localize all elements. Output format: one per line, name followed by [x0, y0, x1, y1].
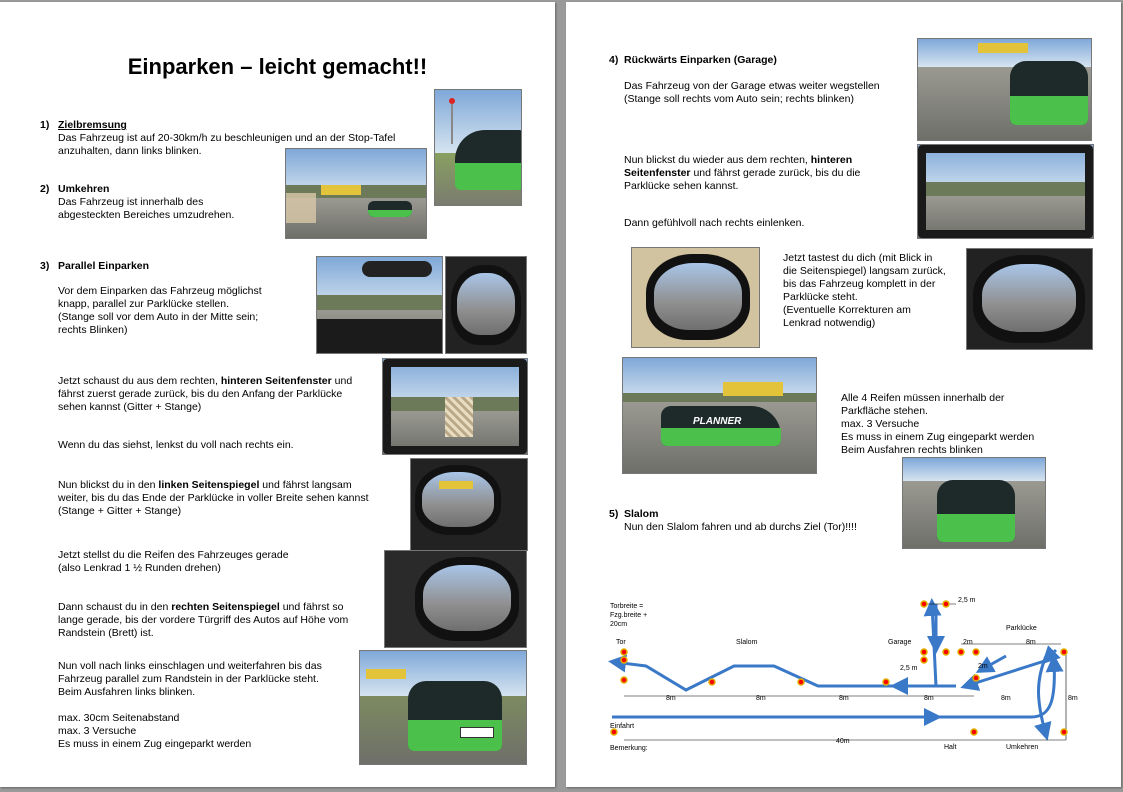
label-parkluecke: Parklücke	[1006, 625, 1037, 632]
paragraph-4a: Das Fahrzeug von der Garage etwas weiter wegstellen (Stange soll rechts vom Auto sein; rechts blinken)	[624, 80, 880, 105]
course-diagram	[606, 590, 1080, 755]
label-dim-8g: 8m	[1001, 695, 1011, 702]
cone	[921, 601, 927, 607]
paragraph-4b: Nun blickst du wieder aus dem rechten, hinteren Seitenfenster und fährst gerade zurück, bis du die Parklücke sehen kannst.	[624, 154, 861, 192]
cone	[798, 679, 804, 685]
cone	[971, 729, 977, 735]
cone	[973, 675, 979, 681]
paragraph-3b: Jetzt schaust du aus dem rechten, hinteren Seitenfenster und fährst zuerst gerade zurück, bis du den Anfang der Parklücke sehen kannst (Gitter + Stange)	[58, 375, 353, 413]
photo-car-finished-parked	[902, 457, 1046, 549]
section-text-zielbremsung: Das Fahrzeug ist auf 20-30km/h zu beschleunigen und an der Stop-Tafel anzuhalten, dann links blinken.	[58, 132, 396, 157]
paragraph-3g: Nun voll nach links einschlagen und weiterfahren bis das Fahrzeug parallel zum Randstein in der Parklücke steht. Beim Ausfahren links blinken.	[58, 660, 322, 698]
section-heading-umkehren: Umkehren	[58, 183, 110, 195]
paragraph-3f: Dann schaust du in den rechten Seitenspiegel und fährst so lange gerade, bis der vordere Türgriff des Autos auf Höhe vom Randstein (Brett) ist.	[58, 601, 349, 639]
photo-garage-rear-window	[917, 144, 1094, 239]
diagram-labels	[610, 597, 1078, 752]
paragraph-3h: max. 30cm Seitenabstand max. 3 Versuche Es muss in einem Zug eingeparkt werden	[58, 712, 252, 750]
section-number: 3)	[40, 260, 50, 272]
cone	[943, 649, 949, 655]
photo-garage-left-mirror	[631, 247, 760, 348]
photo-garage-car-front	[917, 38, 1092, 141]
cone	[621, 657, 627, 663]
photo-car-in-parking-bay	[622, 357, 817, 474]
section-heading-zielbremsung: Zielbremsung	[58, 119, 127, 131]
label-dim-8e: 8m	[924, 695, 934, 702]
paragraph-4d: Jetzt tastest du dich (mit Blick in die Seitenspiegel) langsam zurück, bis das Fahrzeug komplett in der Parklücke steht. (Eventuelle Korrekturen am Lenkrad notwendig)	[783, 252, 946, 329]
label-slalom: Slalom	[736, 639, 758, 646]
cone	[973, 649, 979, 655]
page-title: Einparken – leicht gemacht!!	[127, 54, 428, 79]
photo-right-mirror-view	[384, 550, 527, 648]
label-dim-8c: 8m	[756, 695, 766, 702]
label-dim-25a: 2,5 m	[958, 597, 976, 604]
label-dim-8a: 8m	[1026, 639, 1036, 646]
cone	[921, 649, 927, 655]
paragraph-3e: Jetzt stellst du die Reifen des Fahrzeuges gerade (also Lenkrad 1 ½ Runden drehen)	[58, 549, 289, 574]
paragraph-4e: Alle 4 Reifen müssen innerhalb der Parkfläche stehen. max. 3 Versuche Es muss in einem Zug eingeparkt werden Beim Ausfahren rechts blinken	[841, 392, 1035, 456]
paragraph-4c: Dann gefühlvoll nach rechts einlenken.	[624, 217, 805, 229]
car-banner-text: PLANNER	[693, 416, 742, 427]
label-bemerkung: Bemerkung:	[610, 745, 648, 752]
section-heading-garage: Rückwärts Einparken (Garage)	[624, 54, 777, 66]
photo-interior-mirror	[316, 256, 443, 354]
label-torbreite-1: Torbreite = Fzg.breite + 20cm	[610, 603, 648, 628]
section-number: 4)	[609, 54, 619, 66]
label-dim-8f: 8m	[1068, 695, 1078, 702]
section-number: 1)	[40, 119, 50, 131]
cone	[1061, 729, 1067, 735]
photo-car-parked-front	[359, 650, 527, 765]
cone	[709, 679, 715, 685]
cone	[921, 657, 927, 663]
cone	[1061, 649, 1067, 655]
photo-turnaround-area	[285, 148, 427, 239]
section-heading-slalom: Slalom	[624, 508, 659, 520]
label-dim-25b: 2,5 m	[900, 665, 918, 672]
label-dim-2a: 2m	[963, 639, 973, 646]
cones	[611, 601, 1067, 735]
photo-car-stop-sign	[434, 89, 522, 206]
section-heading-parallel: Parallel Einparken	[58, 260, 150, 272]
label-dim-40: 40m	[836, 738, 850, 745]
cone	[621, 677, 627, 683]
label-dim-2b: 2m	[978, 663, 988, 670]
label-dim-8d: 8m	[839, 695, 849, 702]
section-text-umkehren: Das Fahrzeug ist innerhalb des abgesteckten Bereiches umzudrehen.	[58, 196, 235, 221]
paragraph-3d: Nun blickst du in den linken Seitenspiegel und fährst langsam weiter, bis du das Ende der Parklücke in voller Breite sehen kannst (Stange + Gitter + Stange)	[58, 479, 369, 517]
label-tor: Tor	[616, 639, 626, 646]
section-number: 2)	[40, 183, 50, 195]
photo-side-mirror-start	[445, 256, 527, 354]
cone	[621, 649, 627, 655]
cone	[958, 649, 964, 655]
paragraph-5: Nun den Slalom fahren und ab durchs Ziel (Tor)!!!!	[624, 521, 857, 533]
label-einfahrt: Einfahrt	[610, 723, 635, 730]
label-garage: Garage	[888, 639, 912, 646]
photo-garage-right-mirror	[966, 248, 1093, 350]
label-dim-8b: 8m	[666, 695, 676, 702]
dimension-lines	[624, 604, 1066, 740]
cone	[943, 601, 949, 607]
photo-rear-window-view	[382, 358, 528, 455]
paragraph-3c: Wenn du das siehst, lenkst du voll nach rechts ein.	[58, 439, 294, 451]
document-page-1	[0, 2, 555, 787]
cone	[883, 679, 889, 685]
photo-left-mirror-view	[410, 458, 528, 551]
label-halt: Halt	[944, 744, 957, 751]
label-umkehren: Umkehren	[1006, 744, 1039, 751]
paragraph-3a: Vor dem Einparken das Fahrzeug möglichst knapp, parallel zur Parklücke stellen. (Stange soll vor dem Auto in der Mitte sein; rechts Blinken)	[58, 285, 262, 336]
arrow-paths	[612, 604, 1056, 735]
section-number: 5)	[609, 508, 619, 520]
